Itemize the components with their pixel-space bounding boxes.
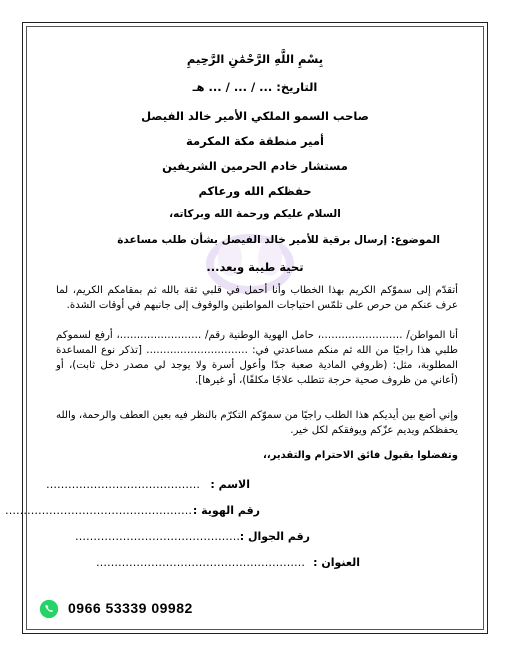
greeting: السلام عليكم ورحمة الله وبركاته،: [169, 208, 341, 220]
field-address-dots: …………………………………………………: [96, 556, 305, 569]
recipient-line-2: أمير منطقة مكة المكرمة: [186, 134, 324, 148]
recipient-line-4: حفظكم الله ورعاكم: [198, 184, 312, 198]
paragraph-3: وإني أضع بين أيديكم هذا الطلب راجيًا من سموّكم التكرّم بالنظر فيه بعين العطف والرحمة، والله يحفظكم ويديم عزّكم ويوفقكم لكل خير.: [56, 410, 458, 436]
contact-phone: 0966 53339 09982: [68, 600, 193, 616]
field-mobile-label: رقم الجوال :: [239, 530, 310, 543]
field-address-label: العنوان :: [313, 556, 360, 569]
field-name-label: الاسم :: [210, 478, 250, 491]
subject-line: الموضوع: إرسال برقية للأمير خالد الفيصل بشأن طلب مساعدة: [117, 234, 440, 246]
field-name-dots: ……………………………………: [46, 478, 200, 491]
closing-line: وتفضلوا بقبول فائق الاحترام والتقدير،،: [263, 450, 458, 461]
paragraph-2: أنا المواطن/ ……………………، حامل الهوية الوطنية رقم/ ……………………، أرفع لسموكم طلبي هذا راجيًا من الله ثم منكم مساعدتي في: ………………………… [تذكر نوع المساعدة المطلوبة، مثل: (ظروفي المادية صعبة جدًا وأعول أسرة ولا يوجد لي مصدر دخل ثابت)، أو (أعاني من ظروف صحية حرجة تتطلب علاجًا مكلفًا)، أو غيرها].: [56, 330, 458, 386]
field-id-label: رقم الهوية :: [192, 504, 260, 517]
date-line: التاريخ: ... / ... / ... هـ: [192, 80, 318, 94]
recipient-line-3: مستشار خادم الحرمين الشريفين: [162, 159, 348, 173]
whatsapp-icon: [38, 598, 60, 620]
field-mobile-dots: ………………………………………: [75, 530, 240, 543]
salutation: تحية طيبة وبعد...: [206, 260, 304, 274]
field-id-dots: ……………………………………………: [5, 504, 192, 517]
paragraph-1: أتقدّم إلى سموّكم الكريم بهذا الخطاب وأنا أحمل في قلبي ثقة بالله ثم بمقامكم الكريم، لما عرف عنكم من حرص على تلمّس احتياجات المواطنين والوقوف إلى جانبهم في أوقات الشدة.: [56, 285, 458, 311]
recipient-line-1: صاحب السمو الملكي الأمير خالد الفيصل: [141, 109, 369, 123]
basmala: بِسْمِ اللَّهِ الرَّحْمَٰنِ الرَّحِيمِ: [186, 52, 324, 66]
